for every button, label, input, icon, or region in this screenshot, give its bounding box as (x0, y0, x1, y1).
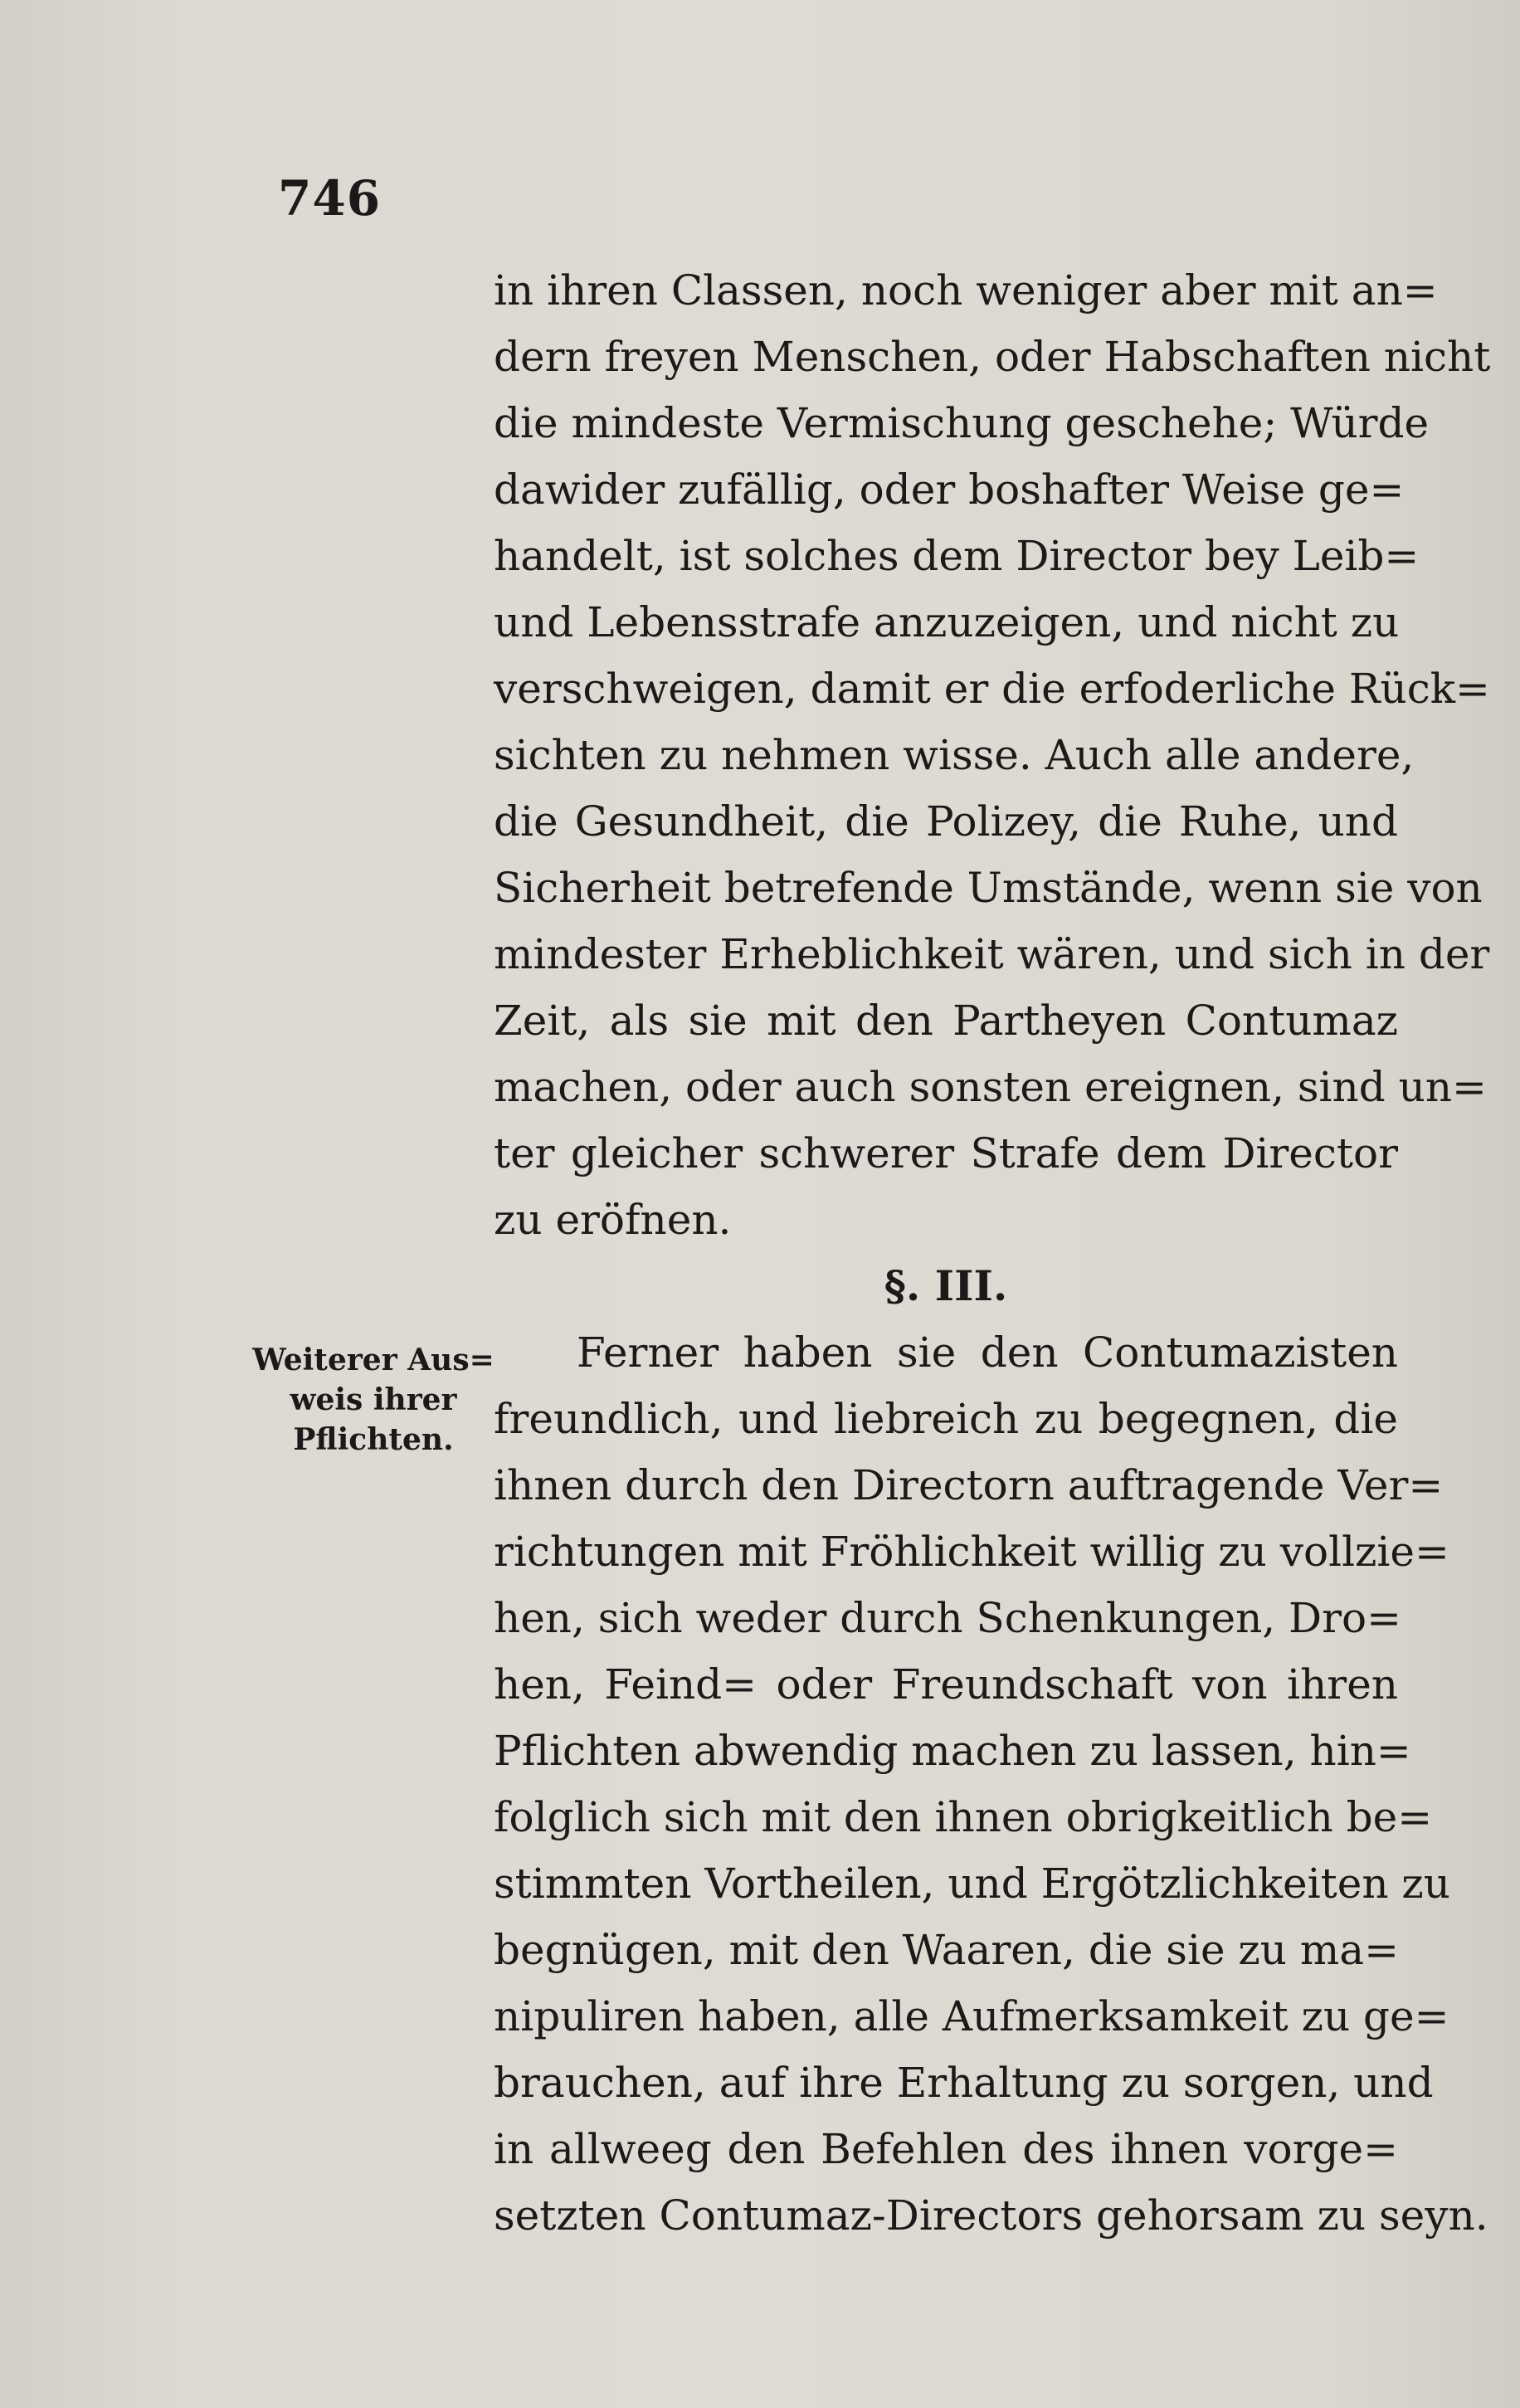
text-line: stimmten Vortheilen, und Ergötzlichkeiten zu (494, 1860, 1450, 1908)
text-line: brauchen, auf ihre Erhaltung zu sorgen, und (494, 2059, 1434, 2107)
text-line: verschweigen, damit er die erfoderliche Rück= (494, 665, 1490, 713)
text-line: Ferner haben sie den Contumazisten (577, 1328, 1398, 1377)
text-line: zu eröfnen. (494, 1196, 732, 1244)
text-line: freundlich, und liebreich zu begegnen, die (494, 1395, 1398, 1443)
text-line: die mindeste Vermischung geschehe; Würde (494, 399, 1430, 447)
text-line: nipuliren haben, alle Aufmerksamkeit zu ge= (494, 1992, 1449, 2040)
text-line: Sicherheit betrefende Umstände, wenn sie von (494, 864, 1483, 912)
text-line: folglich sich mit den ihnen obrigkeitlich be= (494, 1793, 1433, 1841)
marginal-note-line: Pflichten. (293, 1422, 454, 1457)
text-line: sichten zu nehmen wisse. Auch alle andere, (494, 731, 1415, 779)
text-line: richtungen mit Fröhlichkeit willig zu vollzie= (494, 1528, 1449, 1576)
text-line: hen, Feind= oder Freundschaft von ihren (494, 1660, 1398, 1709)
body-text (494, 257, 1491, 2249)
text-line: setzten Contumaz-Directors gehorsam zu seyn. (494, 2191, 1488, 2240)
page-number: 746 (278, 170, 382, 227)
text-line: dern freyen Menschen, oder Habschaften nicht (494, 333, 1491, 381)
text-line: Pflichten abwendig machen zu lassen, hin= (494, 1727, 1411, 1775)
text-line: in ihren Classen, noch weniger aber mit an= (494, 266, 1438, 314)
text-line: mindester Erheblichkeit wären, und sich in der (494, 930, 1490, 978)
text-line: die Gesundheit, die Polizey, die Ruhe, und (494, 797, 1398, 846)
text-line: handelt, ist solches dem Director bey Leib= (494, 532, 1420, 580)
text-line: dawider zufällig, oder boshafter Weise ge= (494, 466, 1405, 514)
marginal-note-line: weis ihrer (290, 1382, 457, 1417)
section-heading: §. III. (884, 1261, 1008, 1310)
marginal-note-line: Weiterer Aus= (252, 1343, 494, 1377)
text-line: machen, oder auch sonsten ereignen, sind un= (494, 1063, 1487, 1111)
text-line: begnügen, mit den Waaren, die sie zu ma= (494, 1926, 1399, 1974)
text-line: und Lebensstrafe anzuzeigen, und nicht zu (494, 598, 1400, 646)
text-line: ter gleicher schwerer Strafe dem Director (494, 1129, 1398, 1177)
text-line: ihnen durch den Directorn auftragende Ver= (494, 1461, 1444, 1509)
text-line: Zeit, als sie mit den Partheyen Contumaz (494, 997, 1398, 1045)
text-line: in allweeg den Befehlen des ihnen vorge= (494, 2125, 1398, 2173)
marginal-note (249, 1340, 498, 1460)
text-line: hen, sich weder durch Schenkungen, Dro= (494, 1594, 1402, 1642)
